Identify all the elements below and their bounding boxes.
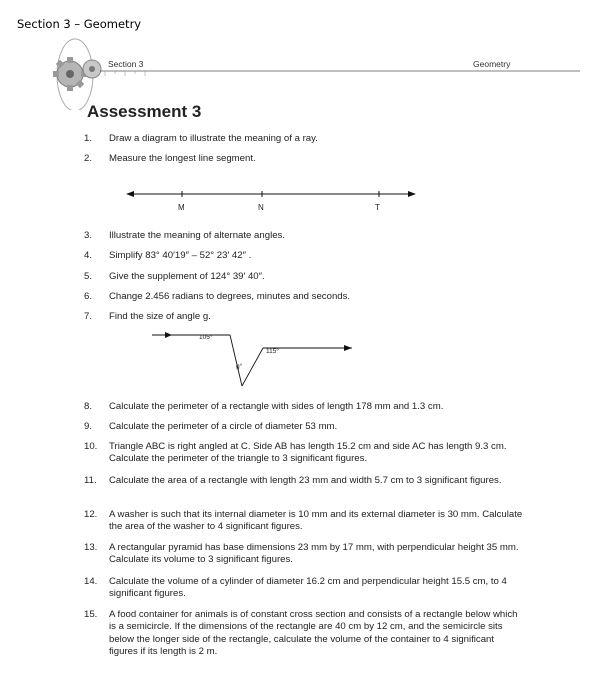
assessment-title: Assessment 3	[87, 102, 202, 121]
angle-label-g: g°	[236, 363, 243, 370]
point-label-n: N	[258, 203, 264, 212]
gear-icon	[53, 39, 101, 110]
line-segment-figure	[126, 186, 416, 216]
angle-label-105: 105°	[199, 334, 213, 341]
section-banner	[0, 0, 594, 110]
point-label-t: T	[375, 203, 380, 212]
banner-section-label: Section 3	[108, 59, 144, 69]
page-header: Section 3 – Geometry	[17, 17, 142, 31]
banner-topic-label: Geometry	[473, 59, 511, 69]
point-label-m: M	[178, 203, 185, 212]
angle-label-115: 115°	[266, 348, 279, 355]
angle-figure	[152, 330, 362, 390]
